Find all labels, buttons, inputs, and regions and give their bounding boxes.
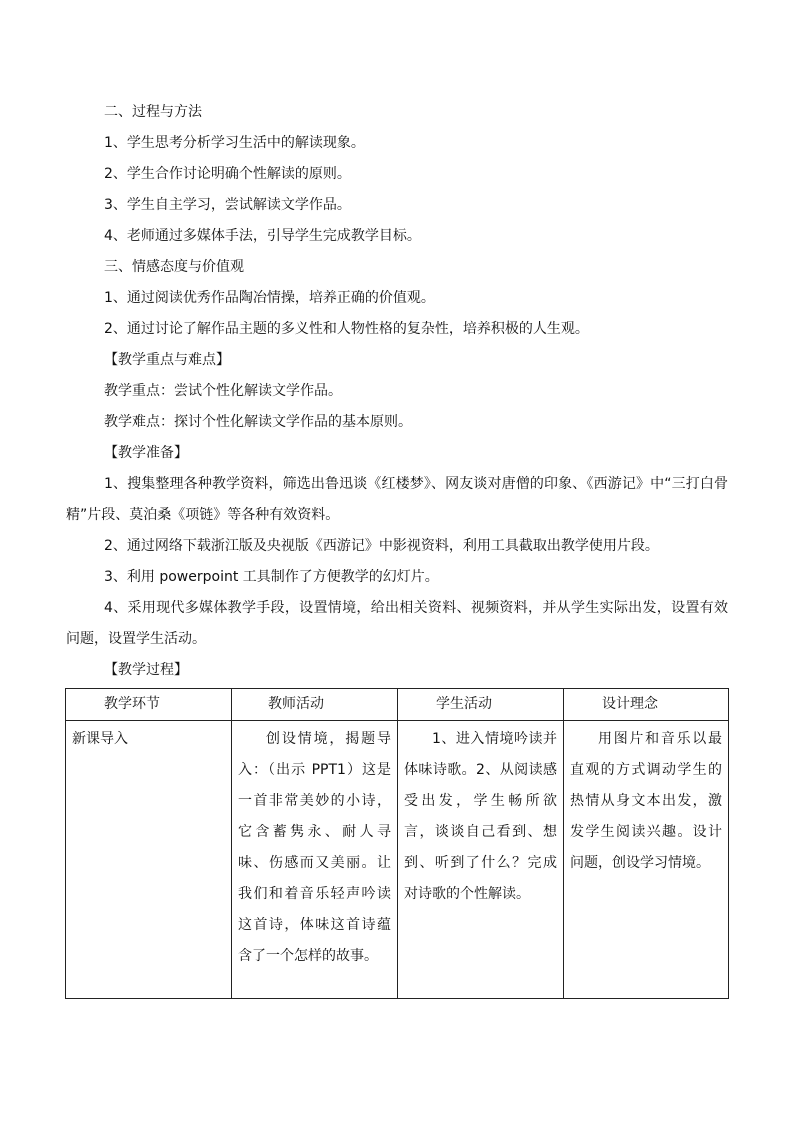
column-header: 教师活动 [232,689,398,721]
column-header: 学生活动 [398,689,564,721]
teacher-activity-text: 创设情境，揭题导入：（出示 PPT1）这是一首非常美妙的小诗，它含蓄隽永、耐人寻味、伤感而又美丽。让我们和着音乐轻声吟读这首诗，体味这首诗蕴含了一个怎样的故事。 [238,731,391,964]
table-cell-stage: 新课导入 [66,721,232,999]
paragraph: 教学难点：探讨个性化解读文学作品的基本原则。 [104,414,412,430]
section-heading-teaching-process: 【教学过程】 [104,662,188,678]
paragraph: 2、学生合作讨论明确个性解读的原则。 [104,166,351,182]
teaching-process-table [65,688,729,999]
column-header: 教学环节 [66,689,232,721]
section-heading-attitude-values: 三、情感态度与价值观 [104,259,244,275]
paragraph: 4、老师通过多媒体手法，引导学生完成教学目标。 [104,228,421,244]
document-body [66,97,728,686]
paragraph: 1、学生思考分析学习生活中的解读现象。 [104,135,365,151]
paragraph: 2、通过网络下载浙江版及央视版《西游记》中影视资料，利用工具截取出教学使用片段。 [104,538,659,554]
column-header: 设计理念 [564,689,729,721]
table-row [66,721,729,999]
paragraph: 1、搜集整理各种教学资料，筛选出鲁迅谈《红楼梦》、网友谈对唐僧的印象、《西游记》中“三打白骨精”片段、莫泊桑《项链》等各种有效资料。 [66,476,728,523]
design-concept-text: 用图片和音乐以最直观的方式调动学生的热情从身文本出发，激发学生阅读兴趣。设计问题，创设学习情境。 [570,731,722,871]
paragraph: 2、通过讨论了解作品主题的多义性和人物性格的复杂性，培养积极的人生观。 [104,321,589,337]
paragraph: 1、通过阅读优秀作品陶冶情操，培养正确的价值观。 [104,290,435,306]
table-cell-concept [564,721,729,999]
paragraph: 3、学生自主学习，尝试解读文学作品。 [104,197,351,213]
student-activity-text: 1、进入情境吟读并体味诗歌。2、从阅读感受出发，学生畅所欲言，谈谈自己看到、想到、听到了什么？完成对诗歌的个性解读。 [404,731,557,902]
section-heading-preparation: 【教学准备】 [104,445,188,461]
paragraph: 4、采用现代多媒体教学手段，设置情境，给出相关资料、视频资料，并从学生实际出发，设置有效问题，设置学生活动。 [66,600,728,647]
table-cell-teacher [232,721,398,999]
table-header-row [66,689,729,721]
section-heading-key-points: 【教学重点与难点】 [104,352,230,368]
section-heading-process-methods: 二、过程与方法 [104,104,202,120]
paragraph: 教学重点：尝试个性化解读文学作品。 [104,383,342,399]
paragraph: 3、利用 powerpoint 工具制作了方便教学的幻灯片。 [104,569,439,585]
table-cell-student [398,721,564,999]
